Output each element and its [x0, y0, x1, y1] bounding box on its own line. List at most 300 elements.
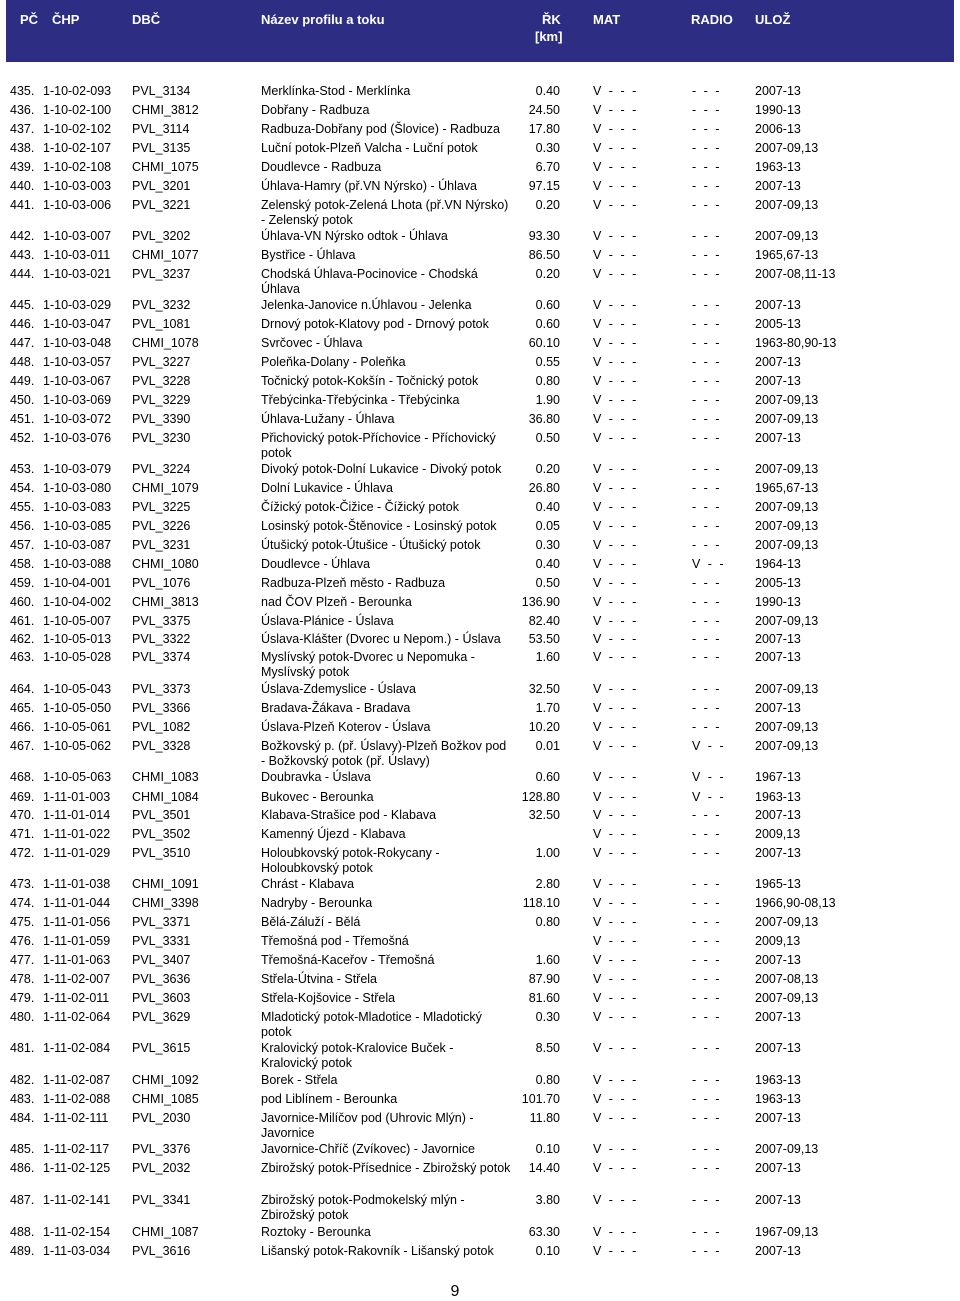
cell-mat: V - - - [593, 198, 637, 212]
cell-rk: 0.10 [535, 1142, 560, 1156]
cell-chp: 1-10-05-063 [43, 770, 112, 784]
cell-chp: 1-10-03-021 [43, 267, 112, 281]
cell-name: Drnový potok-Klatovy pod - Drnový potok [261, 317, 489, 331]
cell-name: Doudlevce - Úhlava [261, 557, 371, 571]
cell-mat: V - - - [593, 701, 637, 715]
cell-mat: V - - - [593, 614, 637, 628]
cell-dbc: CHMI_1077 [132, 248, 199, 262]
cell-name: Javornice-Milíčov pod (Uhrovic Mlýn) - Javornice [261, 1111, 474, 1140]
cell-mat: V - - - [593, 1193, 637, 1207]
cell-dbc: PVL_3225 [132, 500, 191, 514]
cell-name: Útušický potok-Útušice - Útušický potok [261, 538, 481, 552]
cell-radio: - - - [692, 934, 720, 948]
cell-pc: 435. [10, 84, 35, 98]
cell-uloz: 2007-09,13 [755, 538, 819, 552]
cell-chp: 1-11-01-056 [43, 915, 111, 929]
cell-name: Zbirožský potok-Podmokelský mlýn - Zbirožský potok [261, 1193, 465, 1222]
cell-radio: - - - [692, 1161, 720, 1175]
cell-pc: 461. [10, 614, 35, 628]
cell-name: Úslava-Plánice - Úslava [261, 614, 394, 628]
cell-mat: V - - - [593, 141, 637, 155]
cell-chp: 1-11-02-064 [43, 1010, 111, 1024]
cell-uloz: 2007-13 [755, 84, 801, 98]
cell-rk: 0.60 [535, 298, 560, 312]
cell-mat: V - - - [593, 229, 637, 243]
cell-radio: - - - [692, 267, 720, 281]
cell-dbc: PVL_3231 [132, 538, 191, 552]
cell-mat: V - - - [593, 877, 637, 891]
cell-name: Roztoky - Berounka [261, 1225, 371, 1239]
cell-uloz: 2007-13 [755, 846, 801, 860]
cell-pc: 439. [10, 160, 35, 174]
cell-rk: 0.60 [535, 317, 560, 331]
cell-radio: - - - [692, 1111, 720, 1125]
cell-chp: 1-10-05-013 [43, 632, 112, 646]
cell-dbc: PVL_3375 [132, 614, 191, 628]
cell-radio: - - - [692, 198, 720, 212]
cell-uloz: 2007-08,11-13 [755, 267, 836, 281]
cell-pc: 482. [10, 1073, 35, 1087]
cell-chp: 1-11-01-063 [43, 953, 111, 967]
cell-uloz: 1963-13 [755, 1073, 801, 1087]
cell-name: Bělá-Záluží - Bělá [261, 915, 361, 929]
cell-uloz: 2006-13 [755, 122, 801, 136]
cell-radio: - - - [692, 336, 720, 350]
cell-mat: V - - - [593, 267, 637, 281]
cell-dbc: CHMI_3398 [132, 896, 199, 910]
cell-dbc: CHMI_1079 [132, 481, 199, 495]
cell-dbc: PVL_3341 [132, 1193, 191, 1207]
cell-dbc: PVL_3229 [132, 393, 191, 407]
cell-name: Střela-Útvina - Střela [261, 972, 378, 986]
cell-name: Mladotický potok-Mladotice - Mladotický potok [261, 1010, 482, 1039]
cell-radio: - - - [692, 481, 720, 495]
cell-name: Myslívský potok-Dvorec u Nepomuka - Myslívský potok [261, 650, 475, 679]
cell-rk: 0.30 [535, 1010, 560, 1024]
cell-pc: 446. [10, 317, 35, 331]
cell-chp: 1-11-01-022 [43, 827, 111, 841]
cell-mat: V - - - [593, 682, 637, 696]
cell-chp: 1-10-03-080 [43, 481, 112, 495]
cell-chp: 1-10-03-083 [43, 500, 112, 514]
cell-rk: 60.10 [528, 336, 560, 350]
cell-mat: V - - - [593, 317, 637, 331]
cell-uloz: 1990-13 [755, 595, 801, 609]
cell-chp: 1-10-03-057 [43, 355, 112, 369]
cell-name: Lišanský potok-Rakovník - Lišanský potok [261, 1244, 494, 1258]
cell-mat: V - - - [593, 1073, 637, 1087]
cell-chp: 1-11-02-007 [43, 972, 111, 986]
cell-pc: 484. [10, 1111, 35, 1125]
cell-name: Kamenný Újezd - Klabava [261, 827, 406, 841]
cell-pc: 437. [10, 122, 35, 136]
cell-radio: - - - [692, 519, 720, 533]
cell-pc: 471. [10, 827, 35, 841]
cell-name: Chrást - Klabava [261, 877, 355, 891]
cell-uloz: 2007-13 [755, 1161, 801, 1175]
cell-name: Svrčovec - Úhlava [261, 336, 363, 350]
cell-dbc: PVL_3331 [132, 934, 191, 948]
cell-mat: V - - - [593, 896, 637, 910]
cell-name: Doudlevce - Radbuza [261, 160, 382, 174]
cell-uloz: 2007-13 [755, 1244, 801, 1258]
cell-radio: - - - [692, 632, 720, 646]
cell-radio: - - - [692, 808, 720, 822]
cell-chp: 1-10-02-107 [43, 141, 112, 155]
cell-mat: V - - - [593, 160, 637, 174]
cell-rk: 6.70 [535, 160, 560, 174]
cell-radio: - - - [692, 896, 720, 910]
cell-pc: 459. [10, 576, 35, 590]
cell-radio: - - - [692, 462, 720, 476]
cell-rk: 0.40 [535, 84, 560, 98]
cell-uloz: 2005-13 [755, 317, 801, 331]
cell-name: Božkovský p. (př. Úslavy)-Plzeň Božkov pod - Božkovský potok (př. Úslavy) [261, 739, 507, 768]
cell-mat: V - - - [593, 122, 637, 136]
cell-chp: 1-10-05-007 [43, 614, 112, 628]
cell-pc: 476. [10, 934, 35, 948]
cell-chp: 1-11-02-117 [43, 1142, 110, 1156]
cell-pc: 442. [10, 229, 35, 243]
cell-rk: 128.80 [521, 790, 560, 804]
cell-mat: V - - - [593, 739, 637, 753]
cell-mat: V - - - [593, 953, 637, 967]
cell-uloz: 1967-13 [755, 770, 801, 784]
cell-pc: 460. [10, 595, 35, 609]
cell-rk: 82.40 [528, 614, 560, 628]
header-mat: MAT [593, 12, 621, 27]
cell-radio: V - - [692, 739, 724, 753]
cell-dbc: PVL_3221 [132, 198, 191, 212]
cell-rk: 63.30 [528, 1225, 560, 1239]
cell-mat: V - - - [593, 991, 637, 1005]
cell-mat: V - - - [593, 103, 637, 117]
cell-dbc: PVL_3636 [132, 972, 191, 986]
cell-name: Bystřice - Úhlava [261, 248, 356, 262]
cell-dbc: PVL_3237 [132, 267, 191, 281]
cell-pc: 452. [10, 431, 35, 445]
cell-chp: 1-11-01-003 [43, 790, 111, 804]
cell-dbc: CHMI_1083 [132, 770, 199, 784]
cell-uloz: 1964-13 [755, 557, 801, 571]
cell-mat: V - - - [593, 355, 637, 369]
cell-radio: - - - [692, 103, 720, 117]
cell-uloz: 2007-13 [755, 355, 801, 369]
cell-rk: 136.90 [521, 595, 560, 609]
cell-pc: 438. [10, 141, 35, 155]
cell-name: Jelenka-Janovice n.Úhlavou - Jelenka [261, 298, 472, 312]
cell-mat: V - - - [593, 1010, 637, 1024]
cell-rk: 2.80 [535, 877, 560, 891]
cell-radio: - - - [692, 846, 720, 860]
cell-name: Zbirožský potok-Přísednice - Zbirožský potok [261, 1161, 511, 1175]
cell-uloz: 1963-13 [755, 1092, 801, 1106]
cell-radio: - - - [692, 160, 720, 174]
cell-chp: 1-11-02-154 [43, 1225, 111, 1239]
cell-mat: V - - - [593, 248, 637, 262]
cell-uloz: 2007-13 [755, 701, 801, 715]
cell-uloz: 2007-09,13 [755, 1142, 819, 1156]
cell-mat: V - - - [593, 84, 637, 98]
cell-radio: - - - [692, 972, 720, 986]
cell-dbc: PVL_2030 [132, 1111, 191, 1125]
cell-chp: 1-10-03-076 [43, 431, 112, 445]
cell-pc: 479. [10, 991, 35, 1005]
table-header [6, 0, 954, 62]
cell-dbc: CHMI_3813 [132, 595, 199, 609]
cell-uloz: 2007-09,13 [755, 720, 819, 734]
cell-pc: 454. [10, 481, 35, 495]
cell-pc: 485. [10, 1142, 35, 1156]
cell-dbc: PVL_3366 [132, 701, 191, 715]
cell-rk: 0.10 [535, 1244, 560, 1258]
cell-uloz: 1965,67-13 [755, 481, 819, 495]
cell-mat: V - - - [593, 462, 637, 476]
cell-radio: - - - [692, 1010, 720, 1024]
cell-uloz: 2007-13 [755, 650, 801, 664]
cell-chp: 1-10-03-067 [43, 374, 112, 388]
cell-radio: V - - [692, 790, 724, 804]
cell-uloz: 2009,13 [755, 934, 801, 948]
cell-chp: 1-10-03-007 [43, 229, 112, 243]
cell-dbc: CHMI_1078 [132, 336, 199, 350]
cell-rk: 11.80 [529, 1111, 560, 1125]
cell-uloz: 2007-13 [755, 179, 801, 193]
cell-rk: 0.30 [535, 538, 560, 552]
cell-rk: 36.80 [528, 412, 560, 426]
cell-dbc: PVL_3201 [132, 179, 191, 193]
cell-chp: 1-10-05-043 [43, 682, 112, 696]
cell-rk: 53.50 [528, 632, 560, 646]
cell-dbc: PVL_3502 [132, 827, 191, 841]
cell-radio: - - - [692, 1193, 720, 1207]
cell-radio: - - - [692, 1073, 720, 1087]
cell-uloz: 2007-13 [755, 1010, 801, 1024]
cell-name: Chodská Úhlava-Pocinovice - Chodská Úhlava [261, 267, 478, 296]
cell-name: Točnický potok-Kokšín - Točnický potok [261, 374, 479, 388]
cell-rk: 10.20 [528, 720, 560, 734]
cell-chp: 1-10-02-093 [43, 84, 112, 98]
cell-pc: 468. [10, 770, 35, 784]
cell-name: Klabava-Strašice pod - Klabava [261, 808, 437, 822]
cell-rk: 0.40 [535, 557, 560, 571]
cell-radio: - - - [692, 614, 720, 628]
cell-mat: V - - - [593, 298, 637, 312]
cell-mat: V - - - [593, 393, 637, 407]
cell-chp: 1-11-01-059 [43, 934, 111, 948]
cell-radio: - - - [692, 355, 720, 369]
cell-mat: V - - - [593, 1041, 637, 1055]
cell-name: Nadryby - Berounka [261, 896, 373, 910]
cell-name: Divoký potok-Dolní Lukavice - Divoký potok [261, 462, 502, 476]
cell-mat: V - - - [593, 1142, 637, 1156]
cell-rk: 87.90 [528, 972, 560, 986]
cell-dbc: PVL_3114 [132, 122, 190, 136]
cell-name: Dolní Lukavice - Úhlava [261, 481, 394, 495]
cell-mat: V - - - [593, 576, 637, 590]
cell-pc: 456. [10, 519, 35, 533]
cell-uloz: 2007-13 [755, 1111, 801, 1125]
cell-mat: V - - - [593, 481, 637, 495]
cell-uloz: 2007-13 [755, 374, 801, 388]
cell-rk: 0.20 [535, 462, 560, 476]
cell-uloz: 1965,67-13 [755, 248, 819, 262]
cell-name: Úslava-Zdemyslice - Úslava [261, 682, 416, 696]
cell-chp: 1-10-03-088 [43, 557, 112, 571]
cell-chp: 1-10-03-011 [43, 248, 111, 262]
cell-uloz: 2007-09,13 [755, 229, 819, 243]
cell-name: Holoubkovský potok-Rokycany - Holoubkovský potok [261, 846, 440, 875]
cell-mat: V - - - [593, 519, 637, 533]
cell-dbc: PVL_3134 [132, 84, 191, 98]
cell-radio: - - - [692, 122, 720, 136]
cell-name: pod Liblínem - Berounka [261, 1092, 398, 1106]
cell-name: Javornice-Chříč (Zvíkovec) - Javornice [261, 1142, 475, 1156]
cell-radio: - - - [692, 179, 720, 193]
cell-pc: 441. [10, 198, 35, 212]
cell-uloz: 1963-13 [755, 790, 801, 804]
cell-chp: 1-10-03-069 [43, 393, 112, 407]
header-rk: ŘK [542, 12, 561, 27]
cell-name: Bukovec - Berounka [261, 790, 374, 804]
cell-chp: 1-10-05-061 [43, 720, 112, 734]
cell-dbc: PVL_3373 [132, 682, 191, 696]
cell-name: Bradava-Žákava - Bradava [261, 701, 411, 715]
cell-chp: 1-10-03-079 [43, 462, 112, 476]
cell-pc: 453. [10, 462, 35, 476]
cell-chp: 1-10-03-047 [43, 317, 112, 331]
cell-dbc: PVL_3322 [132, 632, 191, 646]
cell-pc: 488. [10, 1225, 35, 1239]
cell-mat: V - - - [593, 1161, 637, 1175]
cell-dbc: PVL_1082 [132, 720, 191, 734]
cell-name: Radbuza-Dobřany pod (Šlovice) - Radbuza [261, 122, 501, 136]
cell-pc: 483. [10, 1092, 35, 1106]
cell-pc: 487. [10, 1193, 35, 1207]
cell-uloz: 2007-13 [755, 632, 801, 646]
cell-rk: 1.00 [535, 846, 560, 860]
cell-pc: 464. [10, 682, 35, 696]
cell-dbc: PVL_3374 [132, 650, 191, 664]
cell-dbc: PVL_3328 [132, 739, 191, 753]
cell-chp: 1-10-02-102 [43, 122, 112, 136]
header-rk-unit: [km] [535, 29, 563, 44]
cell-chp: 1-11-01-014 [43, 808, 111, 822]
cell-pc: 481. [10, 1041, 35, 1055]
cell-radio: - - - [692, 720, 720, 734]
cell-pc: 465. [10, 701, 35, 715]
cell-rk: 1.70 [535, 701, 560, 715]
cell-chp: 1-10-04-001 [43, 576, 112, 590]
cell-name: Úhlava-VN Nýrsko odtok - Úhlava [261, 229, 448, 243]
cell-pc: 466. [10, 720, 35, 734]
cell-rk: 101.70 [521, 1092, 560, 1106]
cell-chp: 1-10-03-029 [43, 298, 112, 312]
cell-rk: 0.50 [535, 576, 560, 590]
cell-pc: 467. [10, 739, 35, 753]
cell-uloz: 2007-09,13 [755, 519, 819, 533]
cell-chp: 1-11-01-029 [43, 846, 111, 860]
cell-radio: - - - [692, 953, 720, 967]
cell-uloz: 1967-09,13 [755, 1225, 819, 1239]
cell-rk: 81.60 [528, 991, 560, 1005]
cell-pc: 443. [10, 248, 35, 262]
header-chp: ČHP [52, 12, 80, 27]
cell-radio: - - - [692, 682, 720, 696]
cell-rk: 3.80 [535, 1193, 560, 1207]
cell-rk: 0.40 [535, 500, 560, 514]
cell-rk: 1.60 [535, 953, 560, 967]
cell-dbc: PVL_3202 [132, 229, 191, 243]
header-radio: RADIO [691, 12, 733, 27]
cell-pc: 450. [10, 393, 35, 407]
cell-dbc: PVL_3376 [132, 1142, 191, 1156]
cell-name: Dobřany - Radbuza [261, 103, 370, 117]
cell-name: Kralovický potok-Kralovice Buček - Kralovický potok [261, 1041, 454, 1070]
cell-rk: 32.50 [528, 808, 560, 822]
cell-uloz: 1965-13 [755, 877, 801, 891]
cell-pc: 462. [10, 632, 35, 646]
cell-dbc: CHMI_1092 [132, 1073, 199, 1087]
header-dbc: DBČ [132, 12, 161, 27]
cell-pc: 480. [10, 1010, 35, 1024]
cell-chp: 1-10-02-108 [43, 160, 112, 174]
cell-pc: 457. [10, 538, 35, 552]
cell-chp: 1-11-02-084 [43, 1041, 111, 1055]
cell-pc: 475. [10, 915, 35, 929]
cell-name: Poleňka-Dolany - Poleňka [261, 355, 406, 369]
cell-chp: 1-11-01-044 [43, 896, 111, 910]
cell-dbc: PVL_3228 [132, 374, 191, 388]
cell-dbc: PVL_2032 [132, 1161, 191, 1175]
cell-uloz: 1963-13 [755, 160, 801, 174]
cell-rk: 0.20 [535, 198, 560, 212]
cell-radio: - - - [692, 84, 720, 98]
cell-pc: 474. [10, 896, 35, 910]
cell-mat: V - - - [593, 790, 637, 804]
cell-pc: 472. [10, 846, 35, 860]
cell-dbc: PVL_3390 [132, 412, 191, 426]
cell-chp: 1-11-01-038 [43, 877, 111, 891]
cell-dbc: CHMI_1075 [132, 160, 199, 174]
cell-mat: V - - - [593, 557, 637, 571]
cell-rk: 0.30 [535, 141, 560, 155]
cell-radio: - - - [692, 298, 720, 312]
cell-pc: 451. [10, 412, 35, 426]
cell-rk: 118.10 [522, 896, 560, 910]
cell-uloz: 2007-09,13 [755, 915, 819, 929]
cell-name: Luční potok-Plzeň Valcha - Luční potok [261, 141, 478, 155]
cell-name: nad ČOV Plzeň - Berounka [261, 595, 412, 609]
cell-mat: V - - - [593, 179, 637, 193]
cell-dbc: PVL_3227 [132, 355, 191, 369]
cell-uloz: 2007-09,13 [755, 141, 819, 155]
cell-dbc: PVL_3501 [132, 808, 191, 822]
cell-rk: 0.05 [535, 519, 560, 533]
cell-chp: 1-11-02-011 [43, 991, 110, 1005]
cell-radio: - - - [692, 1244, 720, 1258]
cell-name: Úhlava-Hamry (př.VN Nýrsko) - Úhlava [261, 179, 478, 193]
cell-chp: 1-10-03-003 [43, 179, 112, 193]
cell-chp: 1-11-02-088 [43, 1092, 111, 1106]
cell-rk: 32.50 [528, 682, 560, 696]
page-number: 9 [450, 1283, 460, 1300]
cell-rk: 1.60 [535, 650, 560, 664]
cell-radio: - - - [692, 538, 720, 552]
cell-dbc: PVL_3603 [132, 991, 191, 1005]
cell-mat: V - - - [593, 595, 637, 609]
cell-mat: V - - - [593, 336, 637, 350]
